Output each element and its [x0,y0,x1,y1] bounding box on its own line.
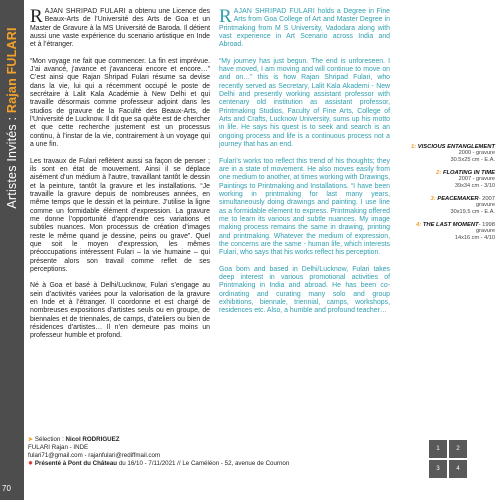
vertical-title [5,27,19,208]
french-intro-paragraph: RAJAN SHRIPAD FULARI a obtenu une Licence des Beaux-Arts de l’Université des Arts de Goa et un Master de Gravure à la MS Université de Baroda. Il détient aussi une vaste expérience du scenario artistique en Inde et à l’étranger. [30,6,210,49]
page-number: 70 [2,484,11,493]
credits-block [28,436,289,468]
english-dropcap: R [219,6,232,27]
english-paragraph-2: “My journey has just begun. The end is unforeseen. I have moved, I am moving and will continue to move on and on…” this is how Rajan Shripad Fulari, who recently served as Secretary, Lalit Kala Akademi - New Delhi and presently working assistant professor with centenary old institution as assistant professor, Printmaking Studios, Faculty of Fine Arts, College of Arts and Crafts, Lucknow University, sums up his motto in life. He says his quest is to seek and search is an ongoing process and life is a continuous process not a journey that has an end. [219,57,390,149]
french-paragraph-3: Les travaux de Fulari reflètent aussi sa façon de penser ; ils sont en état de mouvement. Ainsi il se déplace aisément d’un médium à l’autre, travaillant tantôt le dessin et la peinture, tantôt la gravure et les installations. “Je travaille la gravure depuis de nombreuses années, en même temps que le dessin et la peinture. J’utilise la ligne comme un formidable élément d’expression. La gravure me donne l’opportunité d’apprendre ces variations et subtiles nuances. Mon processus de création d’images reste le même quand je dessine, peins ou grave”. Quel que soit le moyen d’expression, les mêmes préoccupations intéressent Fulari – la vie humaine – qui présente alors son travail comme reflet de ses perceptions. [30,157,210,273]
selector-name: Nicol RODRIGUEZ [65,436,120,443]
side-band [0,0,24,500]
caption-2: 2: FLOATING IN TIME 2007 - gravure 39x34 cm - 3/10 [436,170,495,189]
french-dropcap: R [30,6,43,27]
caption-3: 3: PEACEMAKER- 2007 gravure 30x19.5 cm - E.A. [430,196,495,215]
english-paragraph-3: Fulari’s works too reflect this trend of his thoughts; they are in a state of movement. He also moves easily from one medium to another, at times working with Drawings, Paintings to Printmaking and Installations. “I have been working in printmaking for last many years, simultaneously doing drawings and painting. I use line as a formidable element to express. Printmaking offered me to learn its various and subtle nuances. My image making process remains the same in drawing, printing and printmaking. Whatever the medium of expression, the concerns are the same - human life, which interests Fulari, who says that his works reflect his perception. [219,157,390,257]
image-index-3: 3 [429,460,447,478]
french-text-column [30,8,210,349]
image-index-4: 4 [449,460,467,478]
english-intro-paragraph: RAJAN SHRIPAD FULARI holds a Degree in Fine Arts from Goa College of Art and Master Degree in Printmaking from M S University, Vadodara along with vast experience in Art Scenario across India and Abroad. [219,6,390,49]
artwork-captions [396,144,495,248]
english-paragraph-4: Goa born and based in Delhi/Lucknow, Fulari takes deep interest in various promotional activities of Printmaking in India and abroad. He has been co-ordinating and curating many solo and group exhibitions, biennale, triennial, camps, workshops, residences etc. Also, a humble and profound teacher… [219,265,390,315]
star-icon: ✸ [28,460,34,467]
french-paragraph-4: Né à Goa et basé à Delhi/Lucknow, Fulari s’engage au sein d’activités variées pour la valorisation de la gravure en Inde et à l’étranger. Il coordonne et est chargé de nombreuses expositions d’artistes seuls ou en groupe, de biennales et de triennales, de camps, d’ateliers ou bien de résidences d’artistes… Il n’en demeure pas moins un professeur humble et profond. [30,282,210,340]
english-text-column [219,8,390,324]
french-paragraph-2: “Mon voyage ne fait que commencer. La fin est imprévue. J’ai avancé, j’avance et j’avancerai encore et encore…” C’est ainsi que Rajan Shripad Fulari résume sa devise dans la vie, lui qui a récemment occupé le poste de secrétaire à Lalit Kala Académie à New Delhi et qui travaille désormais comme professeur adjoint dans les studios de gravure de la Faculté des Beaux-Arts, de l’Université de Lucknow. Il dit que sa quête est de chercher et que cette recherche justement est un processus continu, à l’instar de la vie, contrairement à un voyage qui a une fin. [30,57,210,149]
caption-title: PEACEMAKER [437,196,479,202]
image-index-2: 2 [449,440,467,458]
caption-title: FLOATING IN TIME [442,170,495,176]
section-label: Artistes Invités : [5,113,19,209]
image-index-1: 1 [429,440,447,458]
artist-email: fulari71@gmail.com - rajanfulari@rediffmail.com [28,452,161,459]
english-artist-name: AJAN SHRIPAD FULARI [233,8,316,15]
caption-4: 4: THE LAST MOMENT- 1998 gravure 14x16 cm - 4/10 [416,222,495,241]
presentation-line: ✸ Présenté à Pont du Château du 16/10 - 7/11/2021 // Le Caméléon - 52, avenue de Cournon [28,460,290,467]
artist-country: FULARI Rajan - INDE [28,444,89,451]
artist-name: Rajan FULARI [5,27,19,114]
caption-title: THE LAST MOMENT [422,222,479,228]
arrow-icon: ➤ [28,436,34,443]
caption-1: 1: VISCIOUS ENTANGLEMENT 2000 - gravure 30.5x25 cm - E.A. [411,144,495,163]
image-index-grid [429,440,467,478]
selection-line: ➤ Sélection : Nicol RODRIGUEZ [28,436,120,443]
french-artist-name: AJAN SHRIPAD FULARI [44,8,126,15]
caption-title: VISCIOUS ENTANGLEMENT [417,144,495,150]
